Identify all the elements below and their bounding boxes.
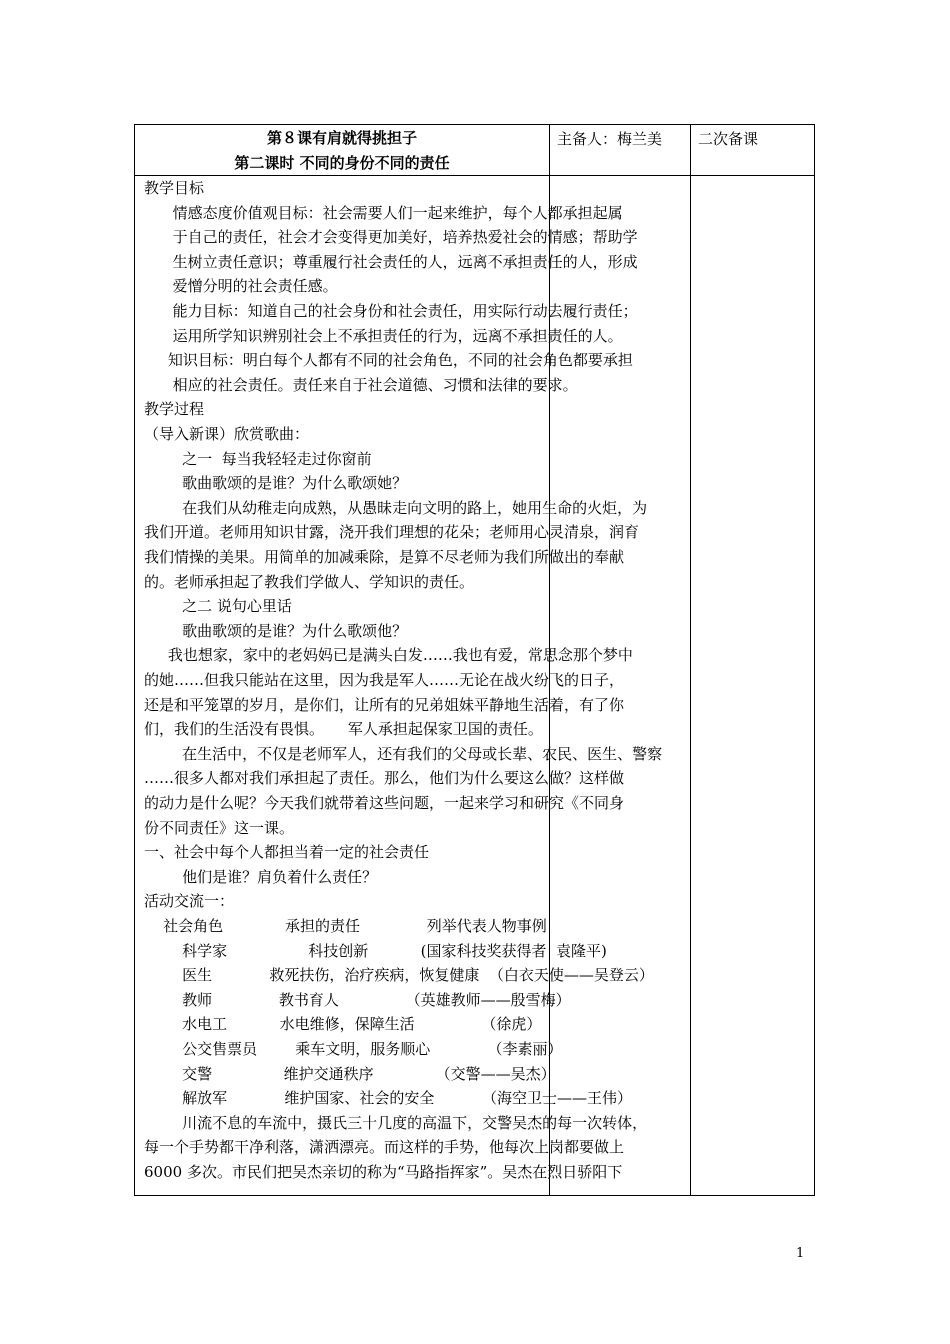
- content-line: 知识目标：明白每个人都有不同的社会角色，不同的社会角色都要承担: [144, 351, 633, 370]
- content-line: 在生活中，不仅是老师军人，还有我们的父母或长辈、农民、医生、警察: [144, 744, 663, 763]
- content-line: 于自己的责任，社会才会变得更加美好，培养热爱社会的情感；帮助学: [144, 228, 638, 247]
- content-line: 的动力是什么呢？今天我们就带着这些问题，一起来学习和研究《不同身: [144, 794, 625, 812]
- content-line: 在我们从幼稚走向成熟，从愚昧走向文明的路上，她用生命的火炬，为: [144, 498, 648, 517]
- content-line: 一、社会中每个人都担当着一定的社会责任: [144, 843, 430, 862]
- content-line: 之二 说句心里话: [144, 597, 292, 616]
- content-line: 解放军 维护国家、社会的安全 （海空卫士——王伟）: [144, 1089, 633, 1108]
- content-line: 教师 教书育人 （英雄教师——殷雪梅）: [144, 990, 571, 1009]
- page-number: 1: [796, 1246, 805, 1261]
- content-line: 之一 每当我轻轻走过你窗前: [144, 449, 372, 468]
- content-line: 们，我们的生活没有畏惧。 军人承担起保家卫国的责任。: [144, 720, 543, 739]
- content-line: 情感态度价值观目标：社会需要人们一起来维护，每个人都承担起属: [144, 203, 623, 222]
- row-divider: [135, 175, 814, 176]
- content-line: 公交售票员 乘车文明，服务顺心 （李素丽）: [144, 1040, 563, 1058]
- content-line: 他们是谁？肩负着什么责任？: [144, 867, 378, 886]
- content-line: 相应的社会责任。责任来自于社会道德、习惯和法律的要求。: [144, 375, 578, 394]
- content-line: 份不同责任》这一课。: [144, 818, 295, 837]
- column-divider: [690, 125, 691, 1195]
- content-line: 还是和平笼罩的岁月，是你们，让所有的兄弟姐妹平静地生活着，有了你: [144, 695, 625, 714]
- content-line: 教学过程: [144, 400, 205, 419]
- content-line: 的她……但我只能站在这里，因为我是军人……无论在战火纷飞的日子，: [144, 671, 625, 689]
- lesson-plan-table: [134, 124, 815, 1196]
- content-line: 歌曲歌颂的是谁？为什么歌颂他？: [144, 621, 408, 640]
- content-line: 社会角色 承担的责任 列举代表人物事例: [144, 917, 547, 935]
- content-line: 运用所学知识辨别社会上不承担责任的行为，远离不承担责任的人。: [144, 326, 623, 345]
- content-line: 歌曲歌颂的是谁？为什么歌颂她？: [144, 474, 408, 493]
- content-line: 教学目标: [144, 179, 205, 197]
- content-line: 6000 多次。市民们把吴杰亲切的称为“马路指挥家”。吴杰在烈日骄阳下: [144, 1163, 623, 1181]
- content-line: 科学家 科技创新 (国家科技奖获得者 袁隆平): [144, 941, 607, 960]
- content-line: 医生 救死扶伤，治疗疾病，恢复健康 （白衣天使——吴登云）: [144, 966, 654, 985]
- content-line: 我也想家，家中的老妈妈已是满头白发……我也有爱，常思念那个梦中: [144, 646, 633, 665]
- content-line: ……很多人都对我们承担起了责任。那么，他们为什么要这么做？这样做: [144, 769, 625, 788]
- content-line: 能力目标：知道自己的社会身份和社会责任，用实际行动去履行责任；: [144, 302, 638, 320]
- content-line: 爱憎分明的社会责任感。: [144, 277, 338, 296]
- content-line: 生树立责任意识；尊重履行社会责任的人，远离不承担责任的人，形成: [144, 252, 638, 271]
- content-line: 川流不息的车流中，摄氏三十几度的高温下，交警吴杰的每一次转体，: [144, 1113, 648, 1132]
- content-line: 水电工 水电维修，保障生活 （徐虎）: [144, 1015, 542, 1034]
- content-line: 的。老师承担起了教我们学做人、学知识的责任。: [144, 572, 475, 591]
- title-cell: [135, 125, 549, 175]
- content-line: 每一个手势都干净利落，潇洒漂亮。而这样的手势，他每次上岗都要做上: [144, 1138, 625, 1157]
- content-line: 我们情操的美果。用简单的加减乘除，是算不尽老师为我们所做出的奉献: [144, 548, 625, 566]
- lesson-title: 第８课有肩就得挑担子: [266, 129, 417, 147]
- lesson-subtitle: 第二课时 不同的身份不同的责任: [234, 154, 450, 172]
- content-line: 活动交流一：: [144, 892, 235, 911]
- content-line: 我们开道。老师用知识甘露，浇开我们理想的花朵；老师用心灵清泉，润育: [144, 523, 640, 542]
- content-line: 交警 维护交通秩序 （交警——吴杰）: [144, 1064, 556, 1083]
- preparer-label: 主备人：梅兰美: [557, 130, 663, 148]
- content-line: （导入新课）欣赏歌曲：: [144, 425, 310, 443]
- secondary-prep-label: 二次备课: [698, 130, 759, 148]
